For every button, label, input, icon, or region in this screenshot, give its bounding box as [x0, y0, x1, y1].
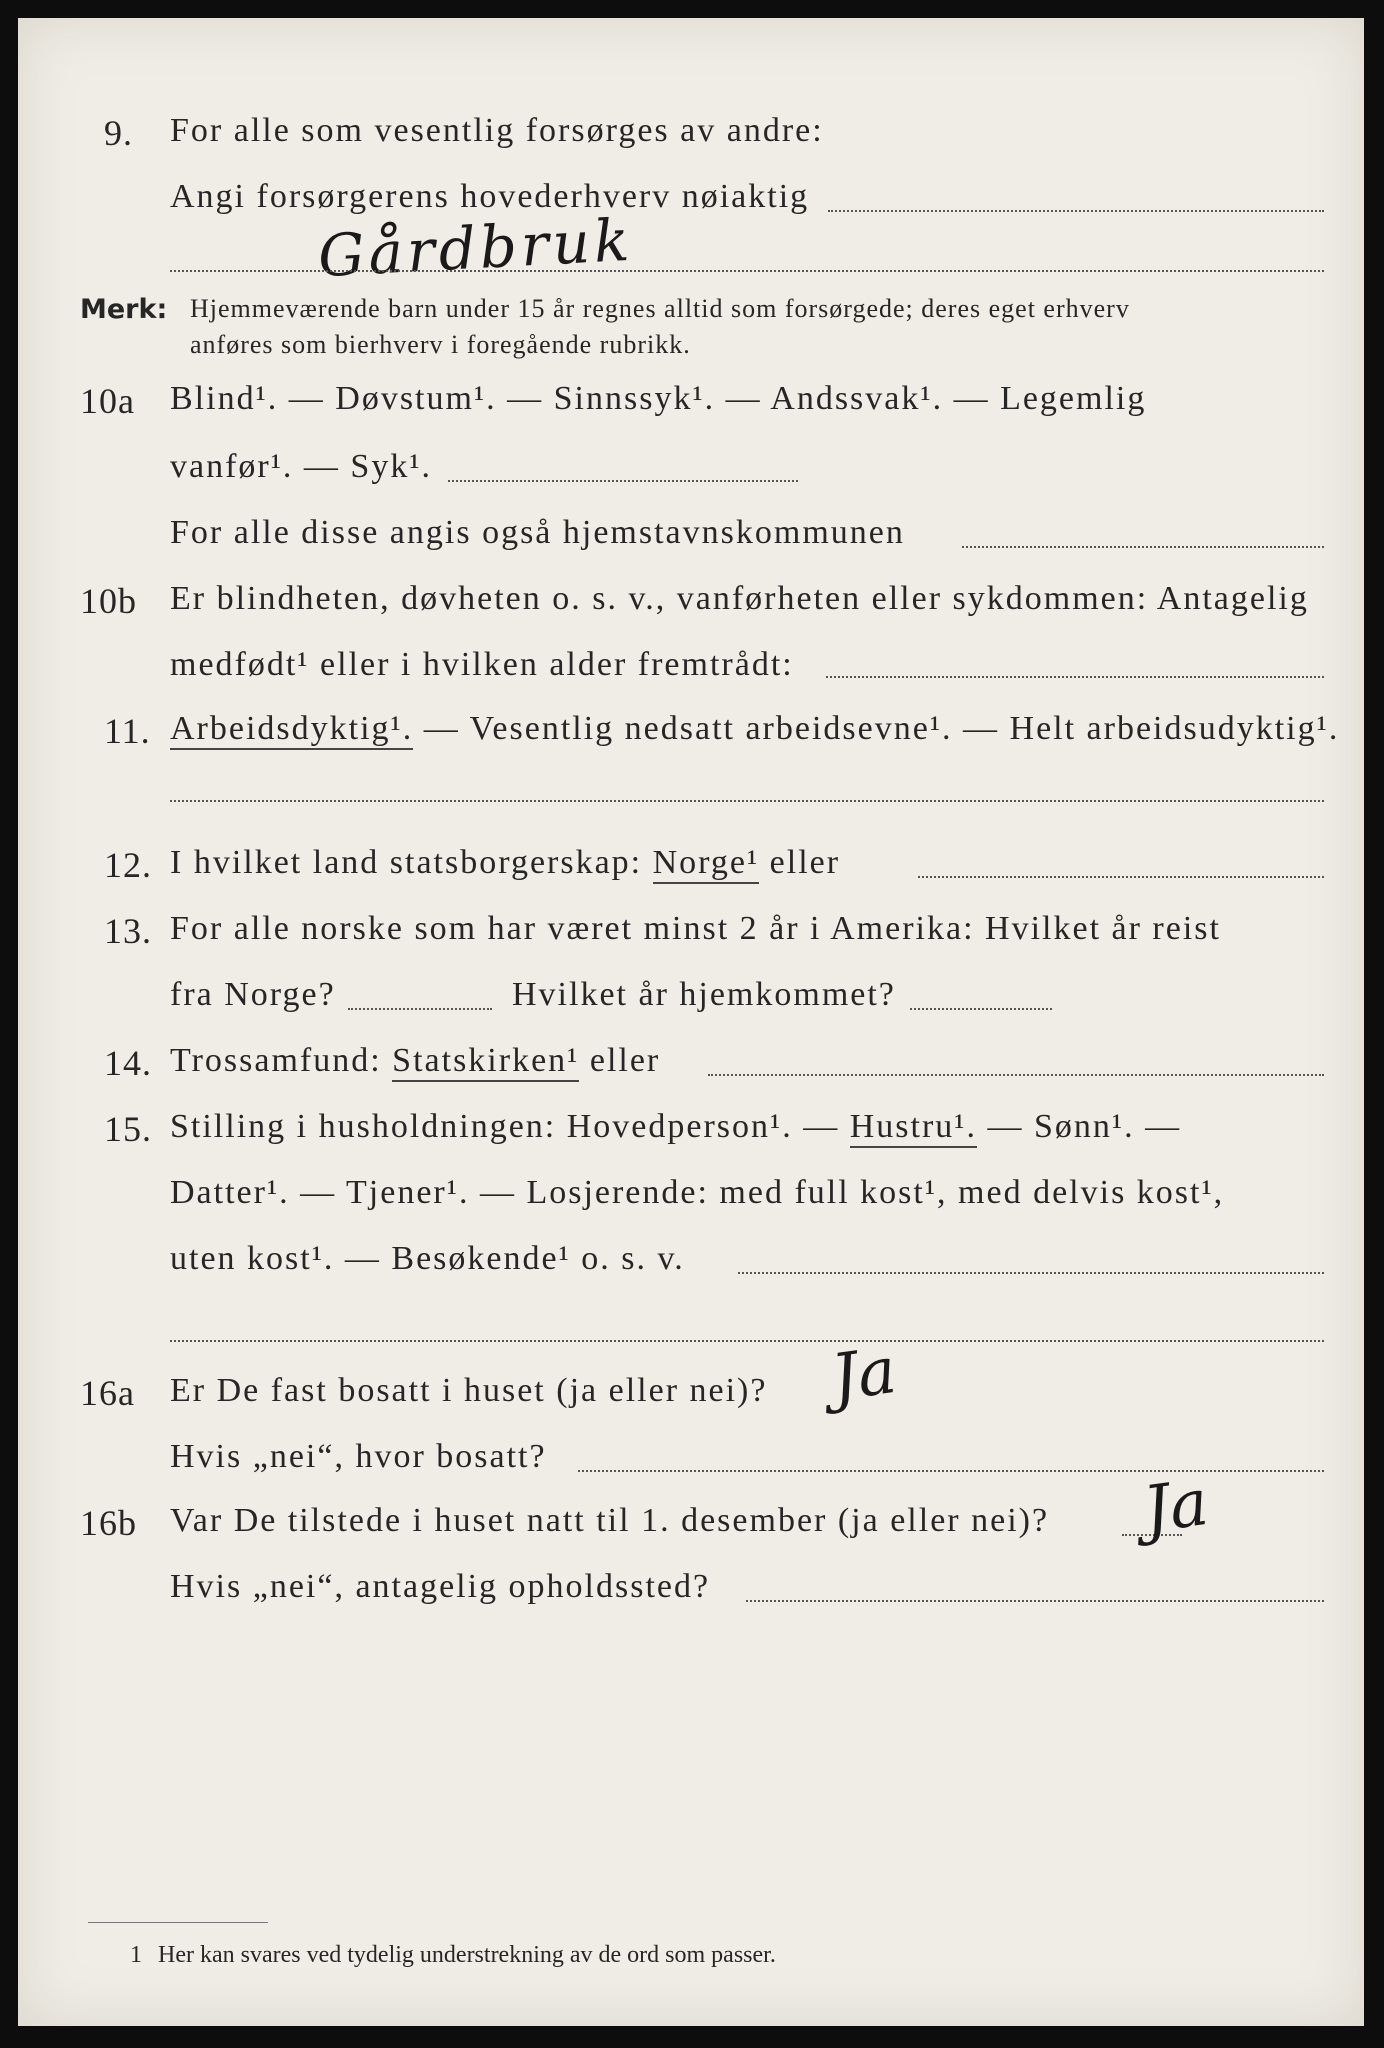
q16a-line2: Hvis „nei“, hvor bosatt? — [170, 1438, 547, 1475]
footnote-rule — [88, 1922, 268, 1923]
q14-fill-line — [708, 1074, 1324, 1076]
q15-fill-line-2 — [170, 1340, 1324, 1342]
merk-line2: anføres som bierhverv i foregående rubrikk. — [190, 330, 691, 359]
q14-text — [170, 1042, 660, 1080]
q16b-line2: Hvis „nei“, antagelig opholdssted? — [170, 1568, 711, 1605]
q9-number: 9. — [104, 113, 133, 153]
merk-line1: Hjemmeværende barn under 15 år regnes alltid som forsørgede; deres eget erhverv — [190, 294, 1130, 323]
q16b-number: 16b — [80, 1503, 137, 1543]
q10a-fill-line-2 — [962, 546, 1324, 548]
census-form-page — [18, 18, 1364, 2026]
q10a-line1: Blind¹. — Døvstum¹. — Sinnssyk¹. — Andssvak¹. — Legemlig — [170, 380, 1147, 417]
q13-fill-line-b — [910, 1008, 1052, 1010]
q10a-fill-line — [448, 480, 798, 482]
q9-fill-line-2 — [170, 270, 1324, 272]
q13-number: 13. — [104, 911, 152, 951]
q15-number: 15. — [104, 1109, 152, 1149]
q16a-fill-line — [578, 1470, 1324, 1472]
q13-fill-line-a — [348, 1008, 492, 1010]
q14-option-underlined: Statskirken¹ — [392, 1042, 579, 1082]
q9-fill-line — [828, 210, 1324, 212]
q12-fill-line — [918, 876, 1324, 878]
q12-option-underlined: Norge¹ — [653, 844, 760, 884]
q13-line1: For alle norske som har været minst 2 år i Amerika: Hvilket år reist — [170, 910, 1221, 947]
q12-label: I hvilket land statsborgerskap: — [170, 844, 643, 881]
q9-line2: Angi forsørgerens hovederhverv nøiaktig — [170, 178, 810, 215]
q11-option-underlined: Arbeidsdyktig¹. — [170, 710, 413, 750]
q10a-line3: For alle disse angis også hjemstavnskommunen — [170, 514, 905, 551]
q15-option-underlined: Hustru¹. — [850, 1108, 977, 1148]
merk-label: Merk: — [80, 294, 168, 325]
q13-line2b: Hvilket år hjemkommet? — [512, 976, 896, 1013]
q11-fill-line — [170, 800, 1324, 802]
q10a-line2: vanfør¹. — Syk¹. — [170, 448, 433, 485]
q11-number: 11. — [104, 711, 151, 751]
q12-number: 12. — [104, 845, 152, 885]
q10b-number: 10b — [80, 581, 137, 621]
q16a-line1: Er De fast bosatt i huset (ja eller nei)? — [170, 1372, 768, 1409]
q15-line3: uten kost¹. — Besøkende¹ o. s. v. — [170, 1240, 685, 1277]
q16b-handwritten-answer: Ja — [1139, 1465, 1213, 1549]
footnote-text: Her kan svares ved tydelig understrekning av de ord som passer. — [158, 1942, 776, 1968]
q16b-fill-line — [746, 1600, 1324, 1602]
q11-text — [170, 710, 1339, 748]
q16b-line1: Var De tilstede i huset natt til 1. desember (ja eller nei)? — [170, 1502, 1050, 1539]
q15-line1 — [170, 1108, 1181, 1146]
q12-text — [170, 844, 840, 882]
q16a-number: 16a — [80, 1373, 135, 1413]
q15-line1b: — Sønn¹. — — [987, 1108, 1182, 1145]
q16a-handwritten-answer: Ja — [827, 1333, 901, 1417]
q14-tail: eller — [589, 1042, 661, 1079]
q10b-line2: medfødt¹ eller i hvilken alder fremtrådt: — [170, 646, 794, 683]
q14-label: Trossamfund: — [170, 1042, 382, 1079]
q12-tail: eller — [769, 844, 841, 881]
q9-line1: For alle som vesentlig forsørges av andre: — [170, 112, 824, 149]
q15-line1a: Stilling i husholdningen: Hovedperson¹. — — [170, 1108, 840, 1145]
q10b-fill-line — [826, 676, 1324, 678]
q9-handwritten-answer: Gårdbruk — [316, 205, 635, 291]
q11-rest: — Vesentlig nedsatt arbeidsevne¹. — Helt arbeidsudyktig¹. — [413, 710, 1340, 747]
q15-line2: Datter¹. — Tjener¹. — Losjerende: med full kost¹, med delvis kost¹, — [170, 1174, 1225, 1211]
q14-number: 14. — [104, 1043, 152, 1083]
q10b-line1: Er blindheten, døvheten o. s. v., vanførheten eller sykdommen: Antagelig — [170, 580, 1309, 617]
footnote-mark: 1 — [130, 1942, 142, 1968]
q13-line2a: fra Norge? — [170, 976, 336, 1013]
q10a-number: 10a — [80, 381, 135, 421]
q15-fill-line — [738, 1272, 1324, 1274]
